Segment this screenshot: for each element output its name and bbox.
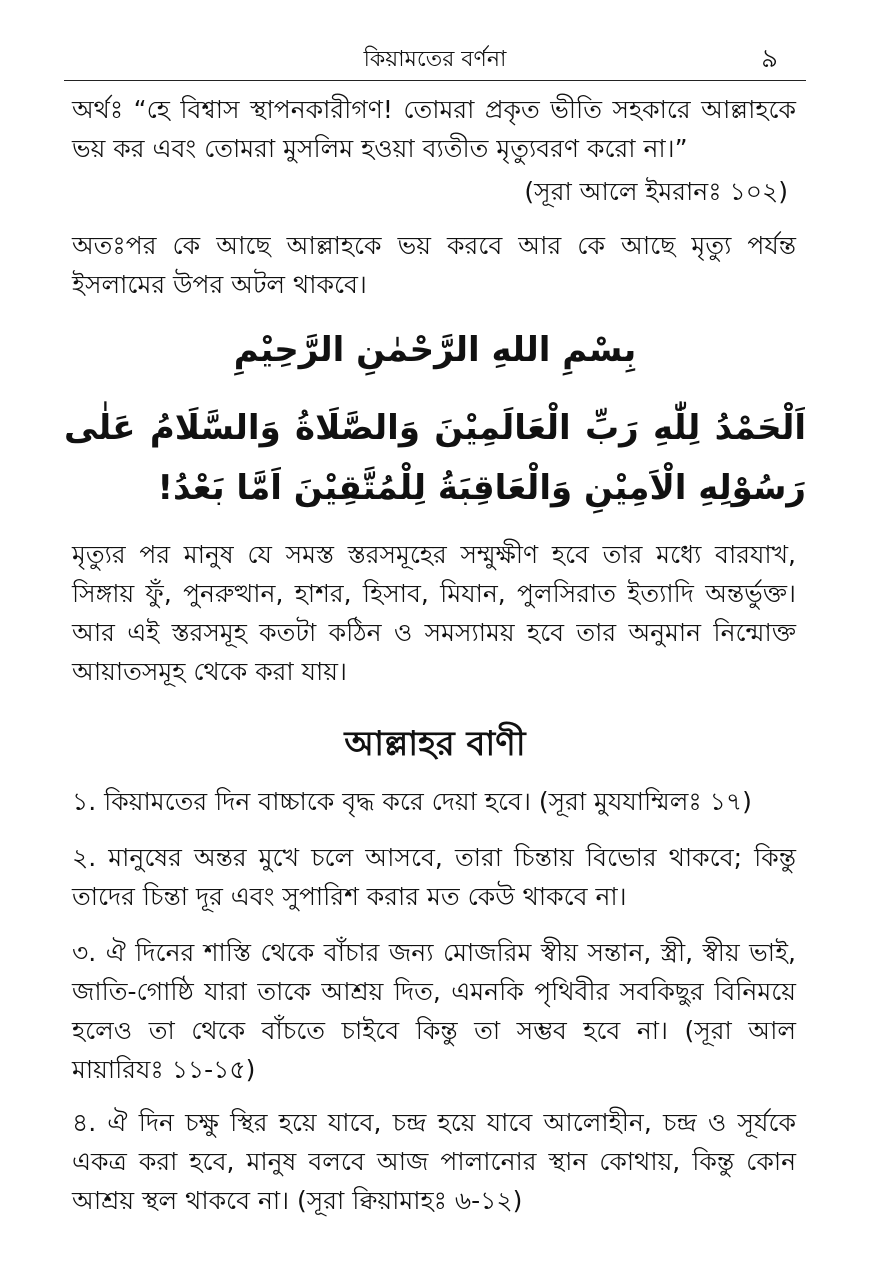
body-paragraph: মৃত্যুর পর মানুষ যে সমস্ত স্তরসমূহের সম্মুক্ষীণ হবে তার মধ্যে বারযাখ, সিঙ্গায় ফুঁ, পুনরুত্থান, হাশর, হিসাব, মিযান, পুলসিরাত ইত্যাদি অন্তর্ভুক্ত। আর এই স্তরসমূহ কতটা কঠিন ও সমস্যাময় হবে তার অনুমান নিন্মোক্ত আয়াতসমূহ থেকে করা যায়। (72, 540, 796, 686)
page-header (0, 38, 870, 78)
quote-reference: (সূরা আলে ইমরানঃ ১০২) (524, 177, 788, 206)
list-item: ৪. ঐ দিন চক্ষু স্থির হয়ে যাবে, চন্দ্র হয়ে যাবে আলোহীন, চন্দ্র ও সূর্যকে একত্র করা হবে, মানুষ বলবে আজ পালানোর স্থান কোথায়, কিন্তু কোন আশ্রয় স্থল থাকবে না। (সূরা ক্বিয়ামাহঃ ৬-১২) (72, 1108, 796, 1215)
arabic-opening: اَلْحَمْدُ لِلّٰهِ رَبِّ الْعَالَمِيْنَ وَالصَّلَاةُ وَالسَّلَامُ عَلٰى رَسُوْلِهِ الْاَمِيْنِ وَالْعَاقِبَةُ لِلْمُتَّقِيْنَ اَمَّا بَعْدُ! (64, 408, 806, 508)
page-number: ৯ (761, 44, 778, 74)
list-item: ১. কিয়ামতের দিন বাচ্চাকে বৃদ্ধ করে দেয়া হবে। (সূরা মুযযাম্মিলঃ ১৭) (72, 787, 752, 816)
section-heading: আল্লাহর বাণী (344, 724, 526, 764)
running-title: কিয়ামতের বর্ণনা (363, 47, 507, 72)
header-divider (64, 80, 806, 81)
list-item: ৩. ঐ দিনের শাস্তি থেকে বাঁচার জন্য মোজরিম স্বীয় সন্তান, স্ত্রী, স্বীয় ভাই, জাতি-গোষ্ঠি যারা তাকে আশ্রয় দিত, এমনকি পৃথিবীর সবকিছুর বিনিময়ে হলেও তা থেকে বাঁচতে চাইবে কিন্তু তা সম্ভব হবে না। (সূরা আল মায়ারিযঃ ১১-১৫) (72, 938, 796, 1084)
quote-translation: অর্থঃ “হে বিশ্বাস স্থাপনকারীগণ! তোমরা প্রকৃত ভীতি সহকারে আল্লাহকে ভয় কর এবং তোমরা মুসলিম হওয়া ব্যতীত মৃত্যুবরণ করো না।” (72, 95, 796, 163)
intro-paragraph: অতঃপর কে আছে আল্লাহকে ভয় করবে আর কে আছে মৃত্যু পর্যন্ত ইসলামের উপর অটল থাকবে। (72, 231, 796, 299)
list-item: ২. মানুষের অন্তর মুখে চলে আসবে, তারা চিন্তায় বিভোর থাকবে; কিন্তু তাদের চিন্তা দূর এবং সুপারিশ করার মত কেউ থাকবে না। (72, 843, 796, 911)
basmala: بِسْمِ اللهِ الرَّحْمٰنِ الرَّحِيْمِ (233, 330, 637, 370)
